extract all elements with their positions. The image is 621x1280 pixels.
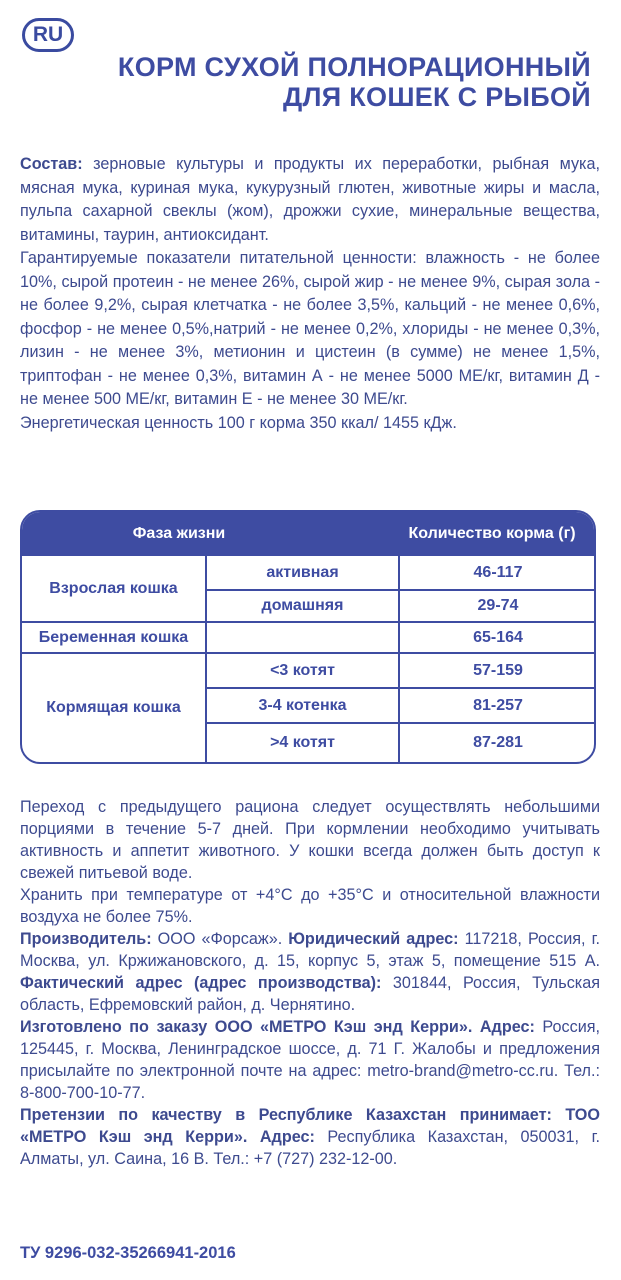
nursing-gt4-value: 87-281: [473, 734, 523, 751]
product-title: [71, 52, 591, 112]
table-header: [22, 512, 594, 556]
composition-paragraph: [20, 153, 600, 247]
manufacturer-paragraph: [20, 928, 600, 1016]
nursing-34-label: 3-4 котенка: [258, 696, 347, 714]
nursing-34-value: 81-257: [473, 696, 523, 714]
guaranteed-values: Гарантируемые показатели питательной ценности: влажность - не более 10%, сырой протеин - не менее 26%, сырой жир - не менее 9%, сырая зола - не более 9,2%, сырая клетчатка - не более 3,5%, кальций - не менее 0,6%, фосфор - не менее 0,5%,натрий - не менее 0,2%, хлориды - не менее 0,3%, лизин - не менее 3%, метионин и цистеин (в сумме) не менее 1,5%, триптофан - не менее 0,3%, витамин А - не менее 5000 МЕ/кг, витамин Д - не менее 500 МЕ/кг, витамин Е - не менее 30 МЕ/кг.: [20, 249, 600, 408]
pregnant-value: 65-164: [473, 628, 523, 646]
nursing-lt3-label: <3 котят: [270, 661, 335, 679]
legal-address-text: 117218, Россия, г. Москва, ул. Кржижановского, д. 15, корпус 5, этаж 5, помещение 515 А.: [20, 930, 600, 970]
adult-home-label: домашняя: [261, 597, 344, 614]
row-nursing-cat: Кормящая кошка: [46, 699, 181, 716]
title-line-2: ДЛЯ КОШЕК С РЫБОЙ: [282, 82, 591, 112]
legal-address-label: Юридический адрес:: [288, 930, 459, 948]
nursing-lt3-value: 57-159: [473, 661, 523, 679]
header-food-amount: Количество корма (г): [408, 525, 576, 542]
adult-active-value: 46-117: [473, 563, 523, 581]
storage-text: Хранить при температуре от +4°С до +35°С и относительной влажности воздуха не более 75%.: [20, 886, 600, 926]
energy-value: Энергетическая ценность 100 г корма 350 ккал/ 1455 кДж.: [20, 413, 457, 432]
nursing-gt4-label: >4 котят: [270, 734, 335, 751]
row-pregnant-cat: Беременная кошка: [38, 628, 189, 646]
manufacturer-text: ООО «Форсаж».: [151, 930, 289, 948]
order-text: Россия, 125445, г. Москва, Ленинградское шоссе, д. 71 Г. Жалобы и предложения присылайте по электронной почте на адрес: metro-brand@metro-cc.ru. Тел.: 8-800-700-10-77.: [20, 1018, 600, 1102]
feeding-table: [20, 510, 596, 764]
info-block: [20, 796, 600, 1170]
manufacturer-label: Производитель:: [20, 930, 152, 948]
transition-text: Переход с предыдущего рациона следует осуществлять небольшими порциями в течение 5-7 дней. При кормлении необходимо учитывать активность и аппетит животного. У кошки всегда должен быть доступ к свежей питьевой воде.: [20, 798, 600, 882]
title-line-1: КОРМ СУХОЙ ПОЛНОРАЦИОННЫЙ: [117, 52, 591, 82]
order-label: Изготовлено по заказу ООО «МЕТРО Кэш энд Керри». Адрес:: [20, 1018, 535, 1036]
adult-active-label: активная: [266, 563, 339, 581]
composition-text: зерновые культуры и продукты их переработки, рыбная мука, мясная мука, куриная мука, кукурузный глютен, животные жиры и масла, пульпа сахарной свеклы (жом), дрожжи сухие, минеральные вещества, витамины, таурин, антиоксидант.: [20, 155, 600, 244]
claims-label: Претензии по качеству в Республике Казахстан принимает: ТОО «МЕТРО Кэш энд Керри». Адрес:: [20, 1106, 600, 1146]
row-adult-cat: Взрослая кошка: [49, 579, 178, 597]
actual-address-label: Фактический адрес (адрес производства):: [20, 974, 382, 992]
claims-text: Республика Казахстан, 050031, г. Алматы, ул. Саина, 16 В. Тел.: +7 (727) 232-12-00.: [20, 1128, 600, 1168]
composition-label: Состав:: [20, 155, 83, 173]
claims-paragraph: [20, 1104, 600, 1170]
header-life-phase: Фаза жизни: [132, 525, 226, 542]
actual-address-text: 301844, Россия, Тульская область, Ефремовский район, д. Чернятино.: [20, 974, 600, 1014]
language-badge: RU: [22, 18, 74, 52]
composition-block: [20, 153, 600, 435]
adult-home-value: 29-74: [477, 597, 519, 614]
tech-spec-number: ТУ 9296-032-35266941-2016: [20, 1244, 236, 1262]
order-paragraph: [20, 1016, 600, 1104]
